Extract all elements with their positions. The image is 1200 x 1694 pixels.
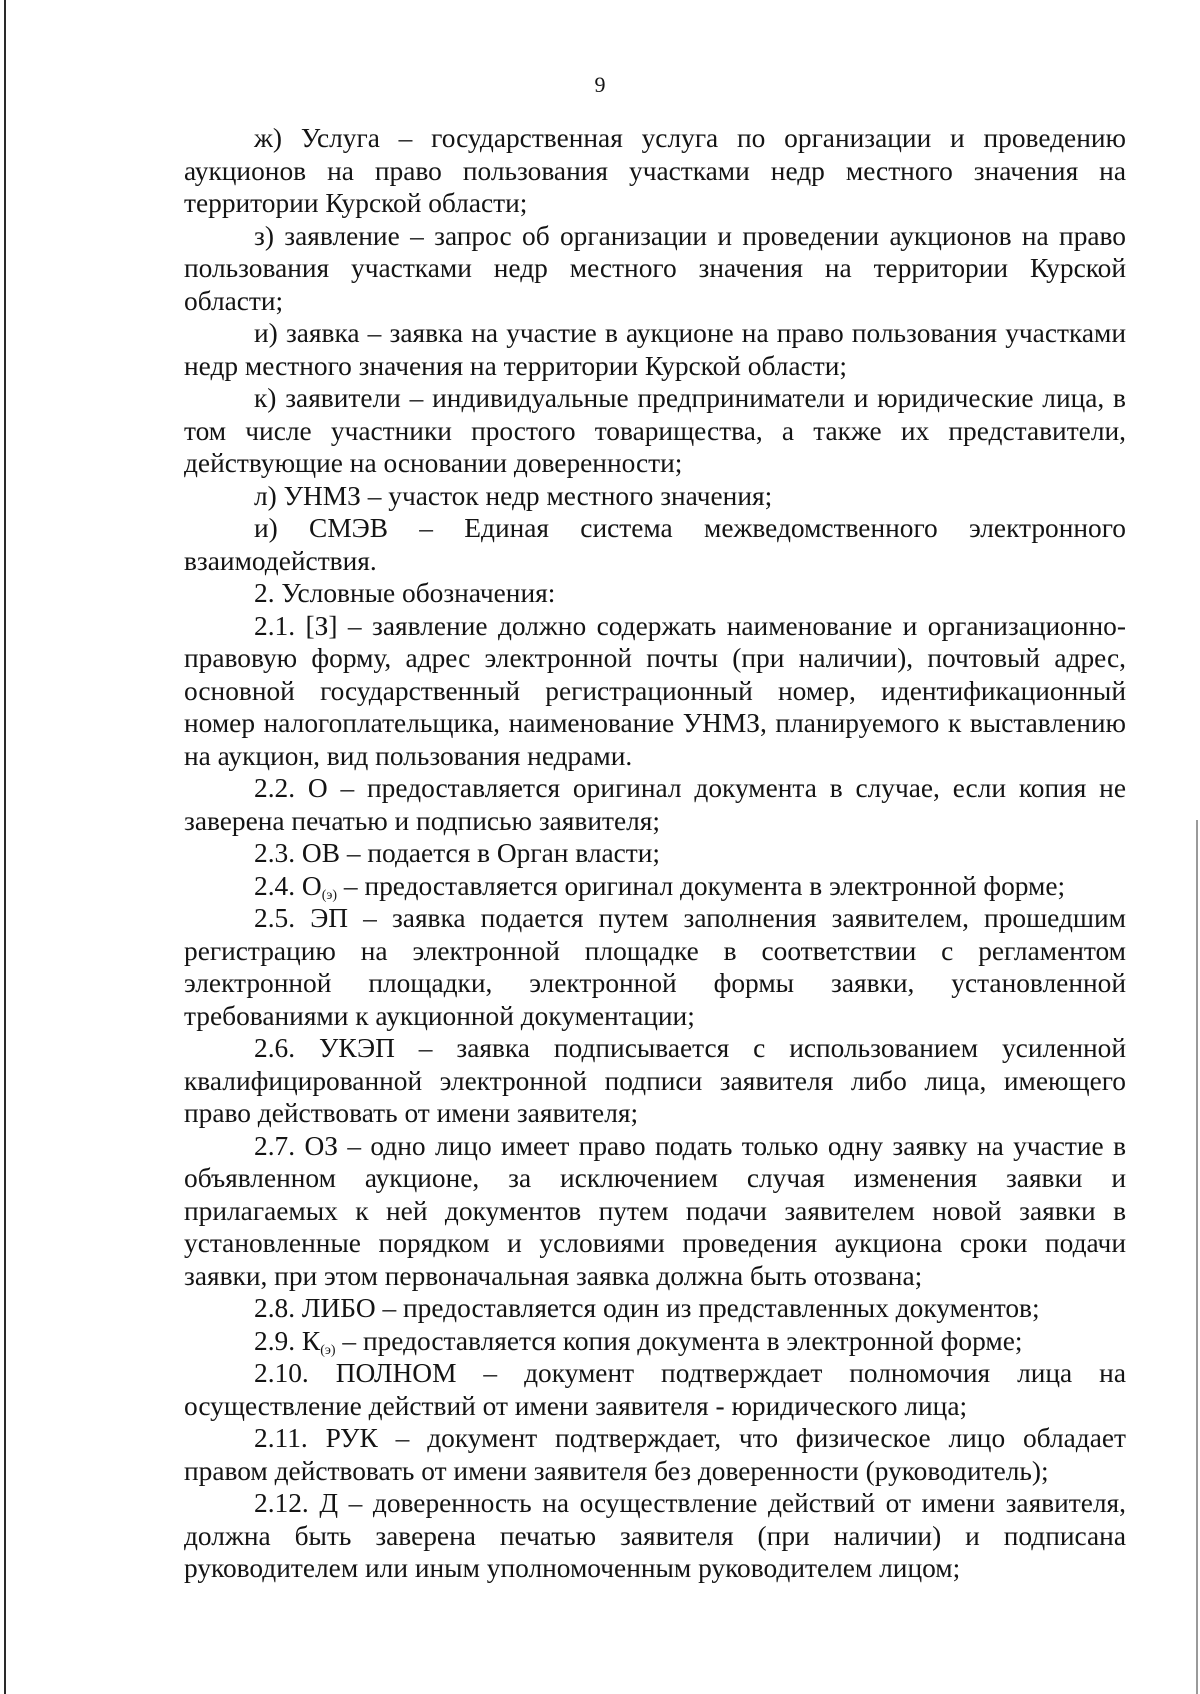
paragraph-2-1: 2.1. [З] – заявление должно содержать наименование и организационно-правовую форму, адрес электронной почты (при наличии), почтовый адрес, основной государственный регистрационный номер, идентификационный номер налогоплательщика, наименование УНМЗ, планируемого к выставлению на аукцион, вид пользования недрами. (184, 610, 1126, 771)
document-body (184, 122, 1126, 1585)
paragraph-2-6: 2.6. УКЭП – заявка подписывается с использованием усиленной квалифицированной электронной подписи заявителя либо лица, имеющего право действовать от имени заявителя; (184, 1033, 1126, 1128)
paragraph-k: к) заявители – индивидуальные предприниматели и юридические лица, в том числе участники простого товарищества, а также их представители, действующие на основании доверенности; (184, 383, 1126, 478)
section-heading: 2. Условные обозначения: (254, 578, 556, 608)
paragraph-l: л) УНМЗ – участок недр местного значения; (254, 480, 773, 511)
scan-edge-left (4, 0, 6, 1694)
paragraph-2-10: 2.10. ПОЛНОМ – документ подтверждает полномочия лица на осуществление действий от имени заявителя - юридического лица; (184, 1358, 1126, 1421)
paragraph-2-3: 2.3. ОВ – подается в Орган власти; (254, 838, 661, 868)
paragraph-2-4 (184, 870, 1126, 903)
paragraph-zh: ж) Услуга – государственная услуга по организации и проведению аукционов на право пользования участками недр местного значения на территории Курской области; (184, 123, 1126, 218)
paragraph-i-application: и) заявка – заявка на участие в аукционе на право пользования участками недр местного значения на территории Курской области; (184, 318, 1126, 381)
paragraph-2-8: 2.8. ЛИБО – предоставляется один из представленных документов; (254, 1293, 1040, 1323)
paragraph-2-7: 2.7. ОЗ – одно лицо имеет право подать только одну заявку на участие в объявленном аукционе, за исключением случая изменения заявки и прилагаемых к ней документов путем подачи заявителем новой заявки в установленные порядком и условиями проведения аукциона сроки подачи заявки, при этом первоначальная заявка должна быть отозвана; (184, 1130, 1126, 1291)
paragraph-2-4-lead: 2.4. О (254, 870, 322, 901)
paragraph-2-9-tail: – предоставляется копия документа в электронной форме; (335, 1325, 1023, 1356)
paragraph-2-11: 2.11. РУК – документ подтверждает, что физическое лицо обладает правом действовать от имени заявителя без доверенности (руководитель); (184, 1423, 1126, 1486)
paragraph-i-smev: и) СМЭВ – Единая система межведомственного электронного взаимодействия. (184, 513, 1126, 576)
scan-edge-right (1196, 820, 1198, 1694)
page-number: 9 (594, 72, 606, 97)
paragraph-2-5: 2.5. ЭП – заявка подается путем заполнения заявителем, прошедшим регистрацию на электронной площадке в соответствии с регламентом электронной площадки, электронной формы заявки, установленной требованиями к аукционной документации; (184, 903, 1126, 1031)
paragraph-2-9-subscript: (э) (320, 1342, 336, 1358)
paragraph-z: з) заявление – запрос об организации и проведении аукционов на право пользования участками недр местного значения на территории Курской области; (184, 220, 1126, 316)
paragraph-2-9 (184, 1325, 1126, 1358)
paragraph-2-4-subscript: (э) (321, 887, 338, 903)
paragraph-2-12: 2.12. Д – доверенность на осуществление действий от имени заявителя, должна быть заверена печатью заявителя (при наличии) и подписана руководителем или иным уполномоченным руководителем лицом; (184, 1488, 1126, 1583)
paragraph-2-9-lead: 2.9. К (254, 1325, 321, 1356)
paragraph-2-4-tail: – предоставляется оригинал документа в электронной форме; (337, 870, 1066, 901)
paragraph-2-2: 2.2. О – предоставляется оригинал документа в случае, если копия не заверена печатью и подписью заявителя; (184, 773, 1126, 836)
